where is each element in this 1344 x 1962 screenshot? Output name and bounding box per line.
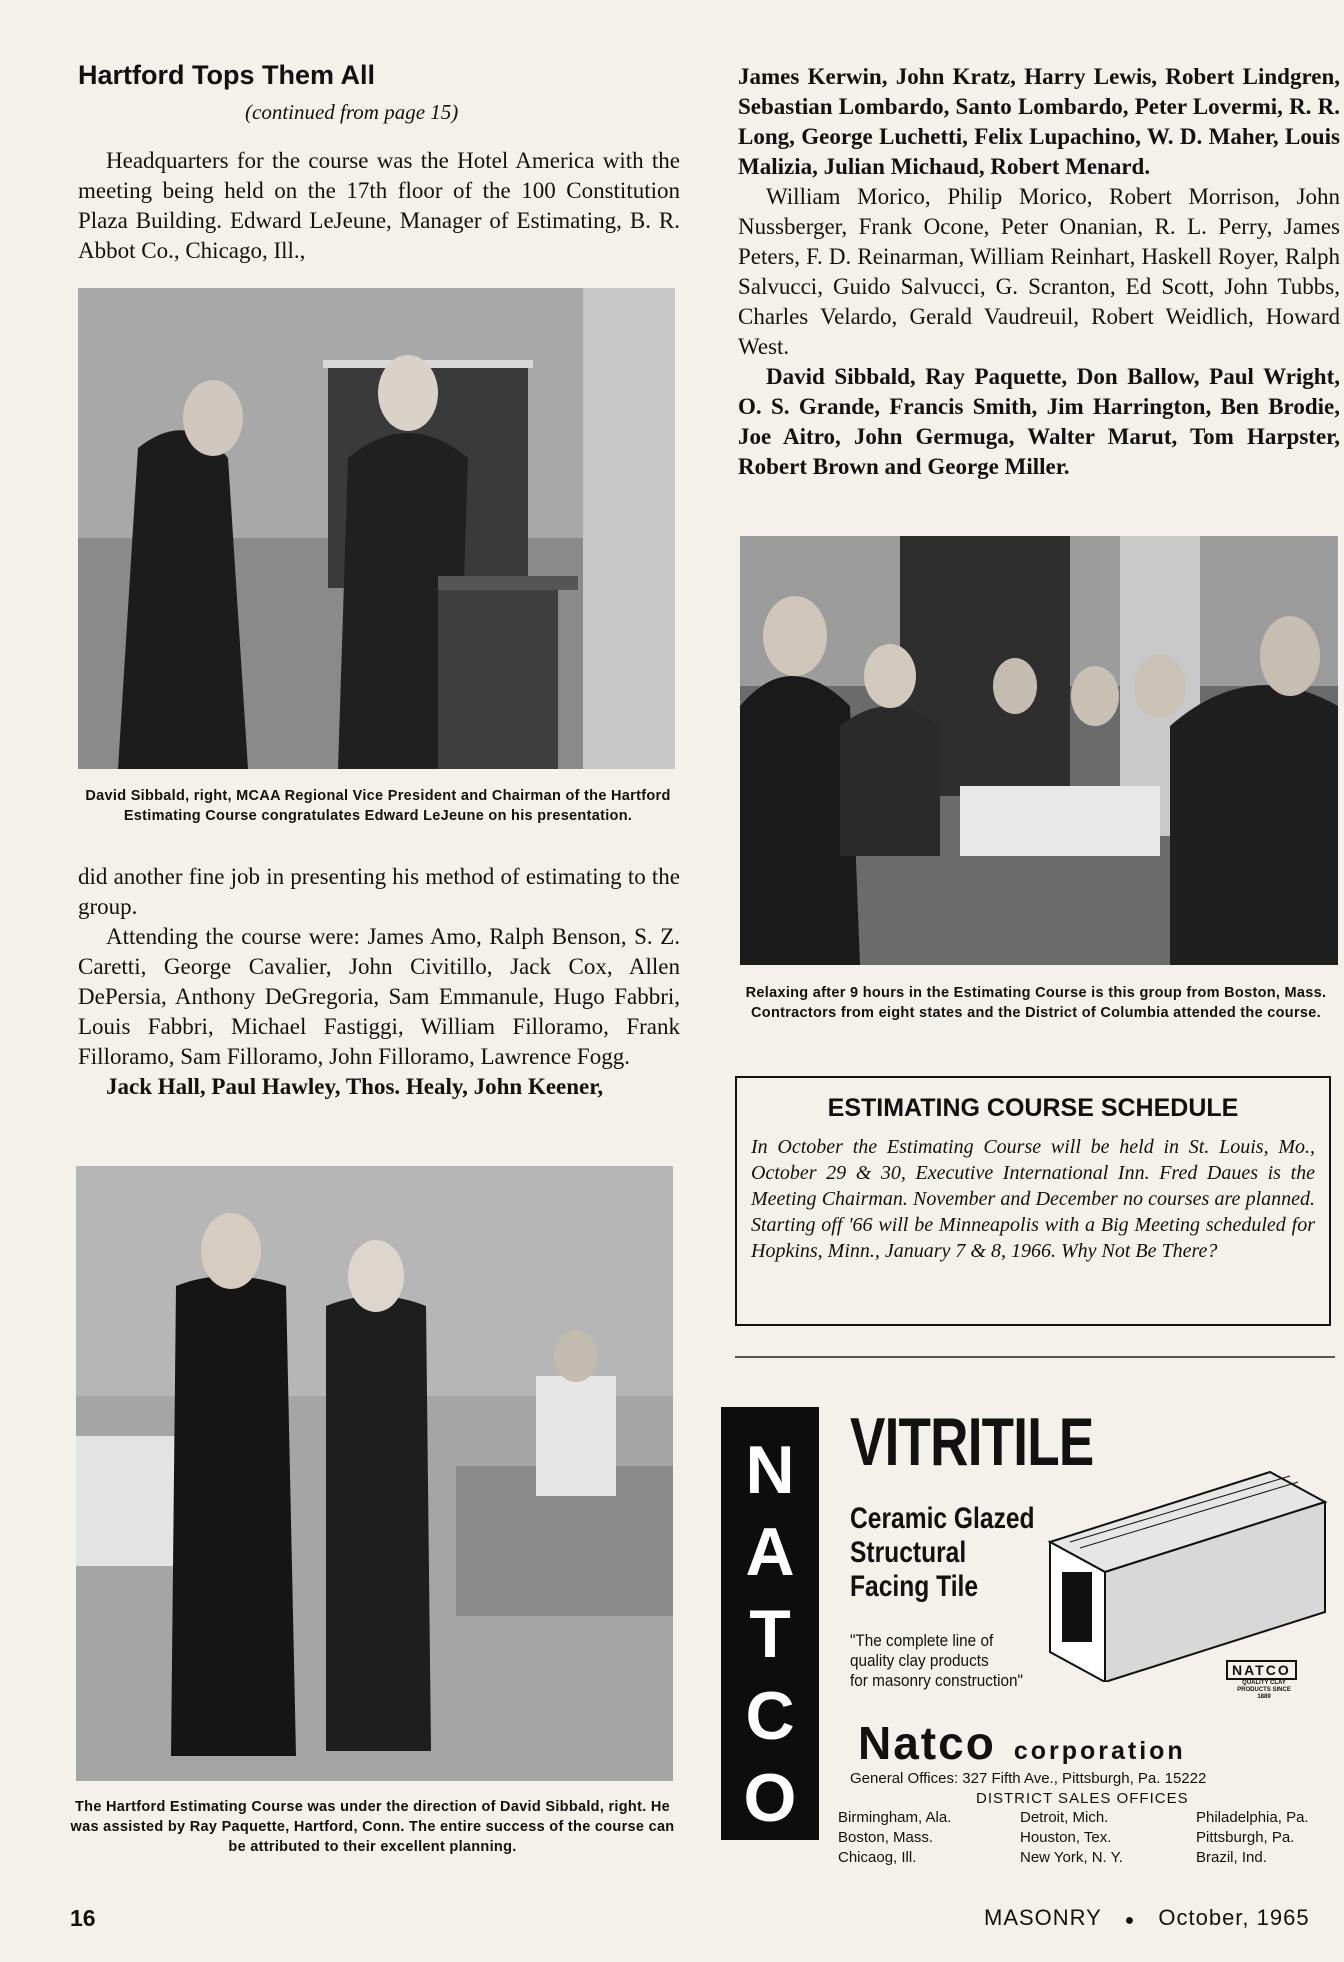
photo-handshake xyxy=(78,288,675,769)
footer-publication xyxy=(984,1905,1310,1931)
ad-city: New York, N. Y. xyxy=(1020,1849,1123,1866)
ad-vertical-bar xyxy=(721,1407,819,1840)
article-headline: Hartford Tops Them All xyxy=(78,60,375,90)
article-body-right xyxy=(738,62,1340,482)
ad-quote-line-1: "The complete line of xyxy=(850,1631,994,1650)
schedule-body: In October the Estimating Course will be held in St. Louis, Mo., October 29 & 30, Executive International Inn. Fred Daues is the Meeting Chairman. November and December no courses are planned. Starting off '66 will be Minneapolis with a Big Meeting scheduled for Hopkins, Minn., January 7 & 8, 1966. Why Not Be There? xyxy=(751,1136,1315,1262)
ad-letter-t: T xyxy=(749,1596,791,1672)
ad-quote-line-2: quality clay products xyxy=(850,1651,989,1670)
natco-logo-text: NATCO xyxy=(1226,1660,1297,1680)
ad-cities-col-2 xyxy=(1020,1808,1123,1868)
photo-boston-group-image xyxy=(740,536,1338,965)
natco-logo-tagline: QUALITY CLAY PRODUCTS SINCE 1889 xyxy=(1237,1680,1291,1700)
photo-boston-group xyxy=(740,536,1338,965)
para-5-text: James Kerwin, John Kratz, Harry Lewis, Robert Lindgren, Sebastian Lombardo, Santo Lombardo, Peter Lovermi, R. R. Long, George Luchetti, Felix Lupachino, W. D. Maher, Louis Malizia, Julian Michaud, Robert Menard. xyxy=(738,64,1340,179)
ad-corp-suffix: corporation xyxy=(1013,1737,1186,1765)
ad-cities-col-3 xyxy=(1196,1808,1309,1868)
caption-photo-3: Relaxing after 9 hours in the Estimating Course is this group from Boston, Mass. Contractors from eight states and the District of Columbia attended the course. xyxy=(745,985,1327,1021)
ad-subtitle-line-2: Structural xyxy=(850,1536,967,1569)
ad-quote-line-3: for masonry construction" xyxy=(850,1671,1023,1690)
ad-letter-n: N xyxy=(745,1432,795,1508)
ad-letter-a: A xyxy=(745,1514,795,1590)
ad-quote xyxy=(850,1631,1023,1691)
tile-illustration xyxy=(1040,1462,1330,1682)
ad-city: Birmingham, Ala. xyxy=(838,1809,952,1826)
continued-note: (continued from page 15) xyxy=(245,100,459,124)
ad-subtitle-line-1: Ceramic Glazed xyxy=(850,1502,1035,1535)
ad-city: Brazil, Ind. xyxy=(1196,1849,1267,1866)
natco-logo xyxy=(1226,1660,1326,1701)
para-4-text: Jack Hall, Paul Hawley, Thos. Healy, John Keener, xyxy=(106,1074,604,1099)
para-7-text: David Sibbald, Ray Paquette, Don Ballow, Paul Wright, O. S. Grande, Francis Smith, Jim Harrington, Ben Brodie, Joe Aitro, John Germuga, Walter Marut, Tom Harpster, Robert Brown and George Miller. xyxy=(738,364,1340,479)
photo-two-men xyxy=(76,1166,673,1781)
photo-two-men-image xyxy=(76,1166,673,1781)
issue-date: October, 1965 xyxy=(1158,1905,1310,1930)
ad-city: Houston, Tex. xyxy=(1020,1829,1112,1846)
schedule-box xyxy=(735,1076,1331,1326)
ad-city: Philadelphia, Pa. xyxy=(1196,1809,1309,1826)
ad-general-offices: General Offices: 327 Fifth Ave., Pittsburgh, Pa. 15222 xyxy=(850,1770,1207,1787)
ad-district-heading: DISTRICT SALES OFFICES xyxy=(976,1790,1189,1807)
caption-photo-1: David Sibbald, right, MCAA Regional Vice President and Chairman of the Hartford Estimating Course congratulates Edward LeJeune on his presentation. xyxy=(85,788,671,824)
divider-rule xyxy=(735,1356,1335,1358)
page-number: 16 xyxy=(70,1905,96,1931)
publication-name: MASONRY xyxy=(984,1905,1102,1930)
article-para-1 xyxy=(78,146,680,266)
ad-corporation xyxy=(858,1716,1186,1770)
ad-brand: VITRITILE xyxy=(850,1404,1094,1480)
caption-photo-2: The Hartford Estimating Course was under the direction of David Sibbald, right. He was assisted by Ray Paquette, Hartford, Conn. The entire success of the course can be attributed to their excellent planning. xyxy=(70,1799,675,1855)
para-1-text: Headquarters for the course was the Hotel America with the meeting being held on the 17th floor of the 100 Constitution Plaza Building. Edward LeJeune, Manager of Estimating, B. R. Abbot Co., Chicago, Ill., xyxy=(78,148,680,263)
ad-city: Chicaog, Ill. xyxy=(838,1849,917,1866)
photo-handshake-image xyxy=(78,288,675,769)
schedule-title: ESTIMATING COURSE SCHEDULE xyxy=(827,1094,1239,1122)
ad-letter-c: C xyxy=(745,1678,795,1754)
para-3-text: Attending the course were: James Amo, Ralph Benson, S. Z. Caretti, George Cavalier, John Civitillo, Jack Cox, Allen DePersia, Anthony DeGregoria, Sam Emmanule, Hugo Fabbri, Louis Fabbri, Michael Fastiggi, William Filloramo, Frank Filloramo, Sam Filloramo, John Filloramo, Lawrence Fogg. xyxy=(78,924,680,1069)
ad-city: Boston, Mass. xyxy=(838,1829,934,1846)
ad-cities-col-1 xyxy=(838,1808,951,1868)
article-body-left xyxy=(78,862,680,1102)
ad-city: Detroit, Mich. xyxy=(1020,1809,1109,1826)
footer-bullet: ● xyxy=(1124,1912,1136,1929)
ad-letter-o: O xyxy=(743,1760,797,1836)
ad-corp-name: Natco xyxy=(858,1717,996,1769)
para-6-text: William Morico, Philip Morico, Robert Morrison, John Nussberger, Frank Ocone, Peter Onanian, R. L. Perry, James Peters, F. D. Reinarman, William Reinhart, Haskell Royer, Ralph Salvucci, Guido Salvucci, G. Scranton, Ed Scott, John Tubbs, Charles Velardo, Gerald Vaudreuil, Robert Weidlich, Howard West. xyxy=(738,184,1340,359)
ad-subtitle-line-3: Facing Tile xyxy=(850,1570,979,1603)
para-2-text: did another fine job in presenting his method of estimating to the group. xyxy=(78,864,680,919)
ad-subtitle xyxy=(850,1502,1035,1604)
ad-city: Pittsburgh, Pa. xyxy=(1196,1829,1295,1846)
